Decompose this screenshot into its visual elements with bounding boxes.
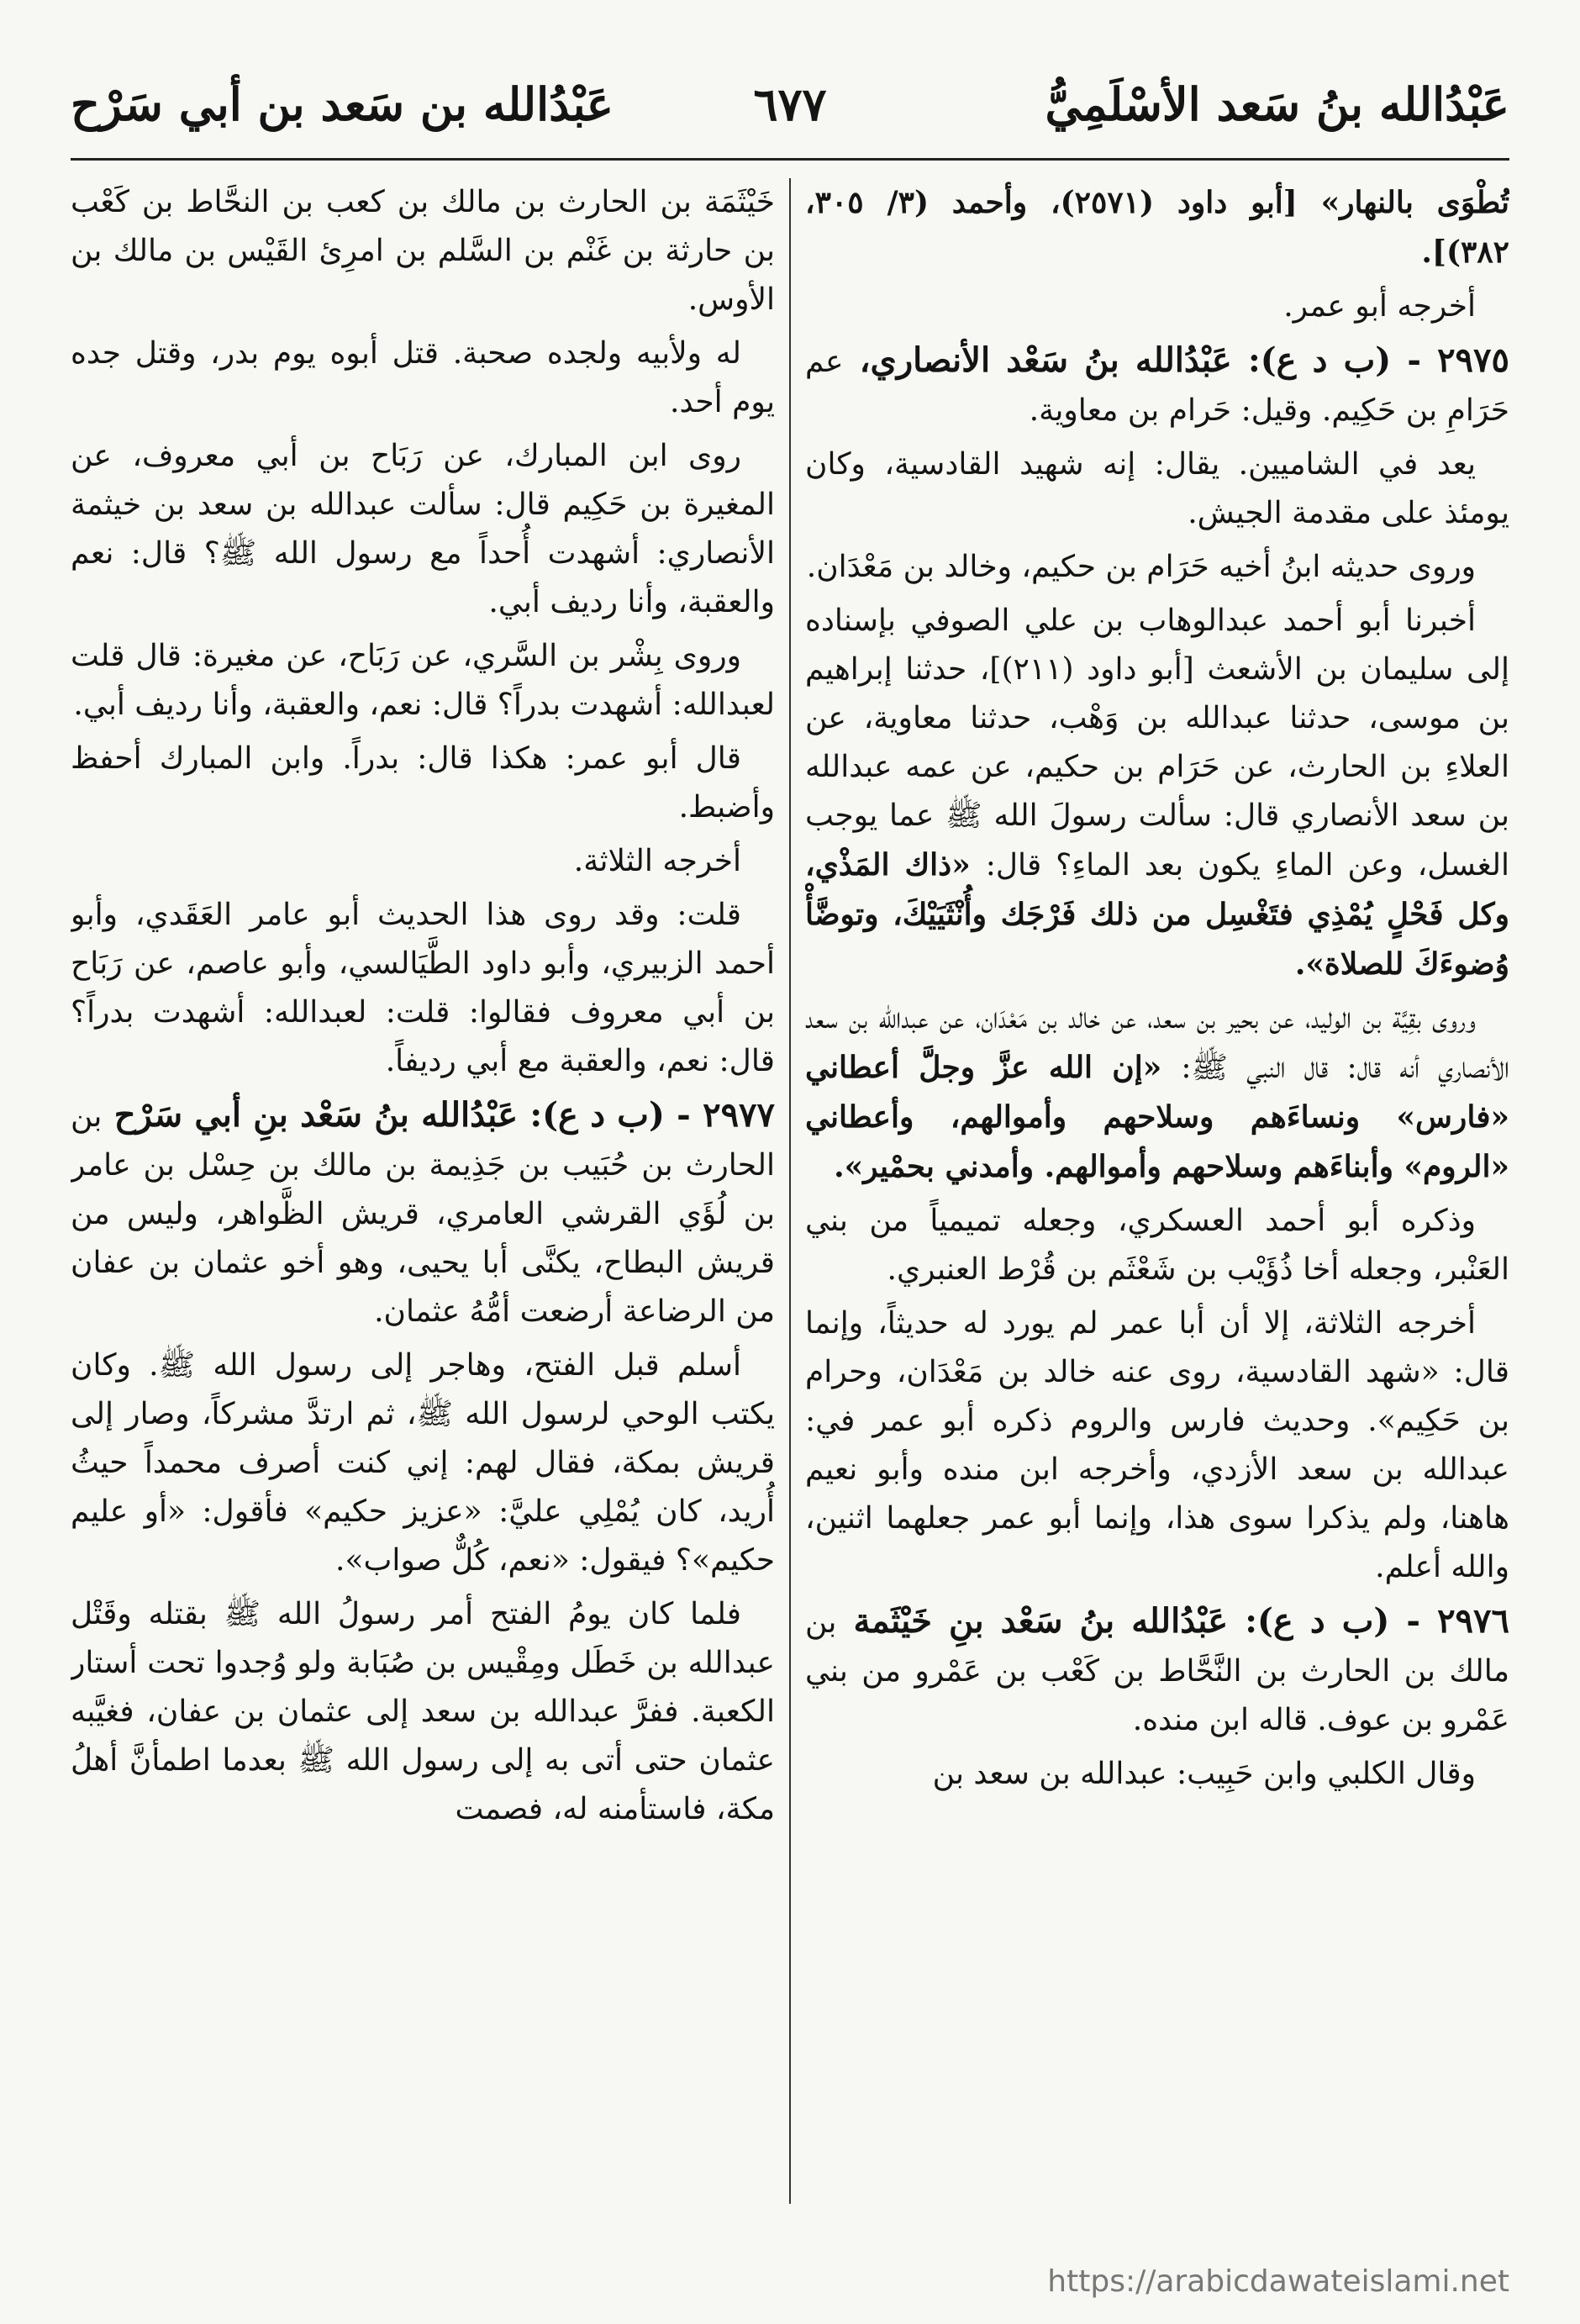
paragraph (71, 1590, 775, 1834)
paragraph (805, 440, 1509, 538)
paragraph-text: وقال الكلبي وابن حَبِيب: عبدالله بن سعد بن (932, 1757, 1476, 1791)
paragraph (805, 1299, 1509, 1592)
column-divider (789, 178, 791, 2204)
paragraph-text: وروى حديثه ابنُ أخيه حَرَام بن حكيم، وخالد بن مَعْدَان. (806, 550, 1476, 584)
paragraph-text: أخرجه الثلاثة. (573, 844, 741, 878)
paragraph-text: أخرجه أبو عمر. (1283, 289, 1476, 324)
paragraph-text: أخرجه الثلاثة، إلا أن أبا عمر لم يورد له حديثاً، وإنما قال: «شهد القادسية، روى عنه خالد بن مَعْدَان، وحرام بن حَكِيم». وحديث فارس والروم ذكره أبو عمر في: عبدالله بن سعد الأزدي، وأخرجه ابن منده وأبو نعيم هاهنا، ولم يذكرا سوى هذا، وإنما أبو عمر جعلهما اثنين، والله أعلم. (805, 1306, 1509, 1584)
page-number: ٦٧٧ (753, 77, 827, 131)
paragraph-text: أخبرنا أبو أحمد عبدالوهاب بن علي الصوفي بإسناده إلى سليمان بن الأشعث [أبو داود (٢١١)]، حدثنا إبراهيم بن موسى، حدثنا عبدالله بن وَهْب، حدثنا معاوية، عن العلاءِ بن الحارث، عن حَرَام بن حكيم، عن عمه عبدالله بن سعد الأنصاري قال: سألت رسولَ الله ﷺ عما يوجب الغسل، وعن الماءِ يكون بعد الماءِ؟ قال: (805, 603, 1509, 883)
paragraph (805, 1197, 1509, 1294)
paragraph-text: يعد في الشاميين. يقال: إنه شهيد القادسية، وكان يومئذ على مقدمة الجيش. (805, 447, 1509, 530)
paragraph-text: روى ابن المبارك، عن رَبَاح بن أبي معروف، عن المغيرة بن حَكِيم قال: سألت عبدالله بن سعد بن خيثمة الأنصاري: أشهدت أُحداً مع رسول الله ﷺ؟ قال: نعم والعقبة، وأنا رديف أبي. (71, 439, 775, 619)
paragraph (71, 891, 775, 1086)
paragraph-text: بن مالك بن الحارث بن النَّحَّاط بن كَعْب بن عَمْرو من بني عَمْرو بن عوف. قاله ابن منده. (805, 1605, 1509, 1737)
entry-heading: ٢٩٧٥ - (ب د ع): عَبْدُالله بنُ سَعْد الأنصاري، (843, 340, 1509, 380)
paragraph (805, 994, 1509, 1192)
entry-paragraph (805, 1597, 1509, 1745)
paragraph-text: وروى بِشْر بن السَّري، عن رَبَاح، عن مغيرة: قال قلت لعبدالله: أشهدت بدراً؟ قال: نعم، والعقبة، وأنا رديف أبي. (71, 639, 775, 722)
running-title-right: عَبْدُالله بنُ سَعد الأسْلَمِيُّ (1045, 77, 1509, 131)
paragraph-text: وروى بقِيَّة بن الوليد، عن بحير بن سعد، عن خالد بن مَعْدَان، عن عبدالله بن سعد الأنصاري أنه قال: قال النبي ﷺ: (805, 1001, 1509, 1085)
paragraph (805, 178, 1509, 277)
paragraph (71, 432, 775, 627)
header-rule (71, 158, 1509, 161)
paragraph-text: خَيْثَمَة بن الحارث بن مالك بن كعب بن النحَّاط بن كَعْب بن حارثة بن غَنْم بن السَّلم بن امرِئ القَيْس بن مالك بن الأوس. (71, 185, 775, 317)
running-title-left: عَبْدُالله بن سَعد بن أبي سَرْح (71, 77, 614, 131)
paragraph-text: فلما كان يومُ الفتح أمر رسولُ الله ﷺ بقتله وقَتْل عبدالله بن خَطَل ومِقْيس بن صُبَابة ولو وُجدوا تحت أستار الكعبة. ففرَّ عبدالله بن سعد إلى عثمان بن عفان، فغيَّبه عثمان حتى أتى به إلى رسول الله ﷺ بعدما اطمأنَّ أهلُ مكة، فاستأمنه له، فصمت (71, 1597, 775, 1826)
paragraph (805, 543, 1509, 592)
paragraph (71, 735, 775, 832)
page-header (71, 77, 1509, 158)
paragraph (805, 597, 1509, 989)
entry-heading: ٢٩٧٦ - (ب د ع): عَبْدُالله بنُ سَعْد بنِ خَيْثَمة (836, 1601, 1509, 1641)
entry-paragraph (805, 336, 1509, 435)
paragraph (805, 282, 1509, 331)
watermark-url: https://arabicdawateislami.net (1047, 2264, 1509, 2299)
entry-heading: ٢٩٧٧ - (ب د ع): عَبْدُالله بنُ سَعْد بنِ أبي سَرْح (102, 1095, 775, 1135)
entry-paragraph (71, 1091, 775, 1336)
paragraph (805, 1750, 1509, 1799)
paragraph (71, 178, 775, 324)
left-column (71, 178, 775, 2204)
paragraph (71, 1341, 775, 1585)
paragraph-text: قال أبو عمر: هكذا قال: بدراً. وابن المبارك أحفظ وأضبط. (71, 741, 775, 825)
paragraph-text: قلت: وقد روى هذا الحديث أبو عامر العَقَدي، وأبو أحمد الزبيري، وأبو داود الطَّيَالسي، وأبو عاصم، عن رَبَاح بن أبي معروف فقالوا: قلت: لعبدالله: أشهدت بدراً؟ قال: نعم، والعقبة مع أبي رديفاً. (71, 898, 775, 1078)
hadith-quote: «ذاك المَذْي، وكل فَحْلٍ يُمْذِي فتَغْسِل من ذلك فَرْجَك وأُنْثَيَيْكَ، وتوضَّأْ وُضوءَكَ للصلاة». (805, 847, 1509, 982)
right-column (805, 178, 1509, 2204)
paragraph-text: تُطْوَى بالنهار» [أبو داود (٢٥٧١)، وأحمد (٣/ ٣٠٥، ٣٨٢)]. (805, 185, 1509, 270)
paragraph (71, 837, 775, 886)
paragraph (71, 329, 775, 427)
paragraph (71, 632, 775, 730)
hadith-quote: «إن الله عزَّ وجلَّ أعطاني «فارس» ونساءَهم وسلاحهم وأموالهم، وأعطاني «الروم» وأبناءَهم وسلاحهم وأموالهم. وأمدني بحمْير». (805, 1050, 1509, 1184)
paragraph-text: له ولأبيه ولجده صحبة. قتل أبوه يوم بدر، وقتل جده يوم أحد. (71, 336, 775, 419)
paragraph-text: بن الحارث بن حُبَيب بن جَذِيمة بن مالك بن حِسْل بن عامر بن لُؤَي القرشي العامري، قريش الظَّواهر، وليس من قريش البطاح، يكنَّى أبا يحيى، وهو أخو عثمان بن عفان من الرضاعة أرضعت أمُّهُ عثمان. (71, 1099, 775, 1329)
paragraph-text: عم حَرَامِ بن حَكِيم. وقيل: حَرام بن معاوية. (805, 345, 1509, 428)
paragraph-text: وذكره أبو أحمد العسكري، وجعله تميمياً من بني العَنْبر، وجعله أخا ذُؤَيْب بن شَعْثَم بن قُرْط العنبري. (805, 1204, 1509, 1287)
paragraph-text: أسلم قبل الفتح، وهاجر إلى رسول الله ﷺ. وكان يكتب الوحي لرسول الله ﷺ، ثم ارتدَّ مشركاً، وصار إلى قريش بمكة، فقال لهم: إني كنت أصرف محمداً حيثُ أُريد، كان يُمْلِي عليَّ: «عزيز حكيم» فأقول: «أو عليم حكيم»؟ فيقول: «نعم، كُلٌّ صواب». (71, 1348, 775, 1578)
